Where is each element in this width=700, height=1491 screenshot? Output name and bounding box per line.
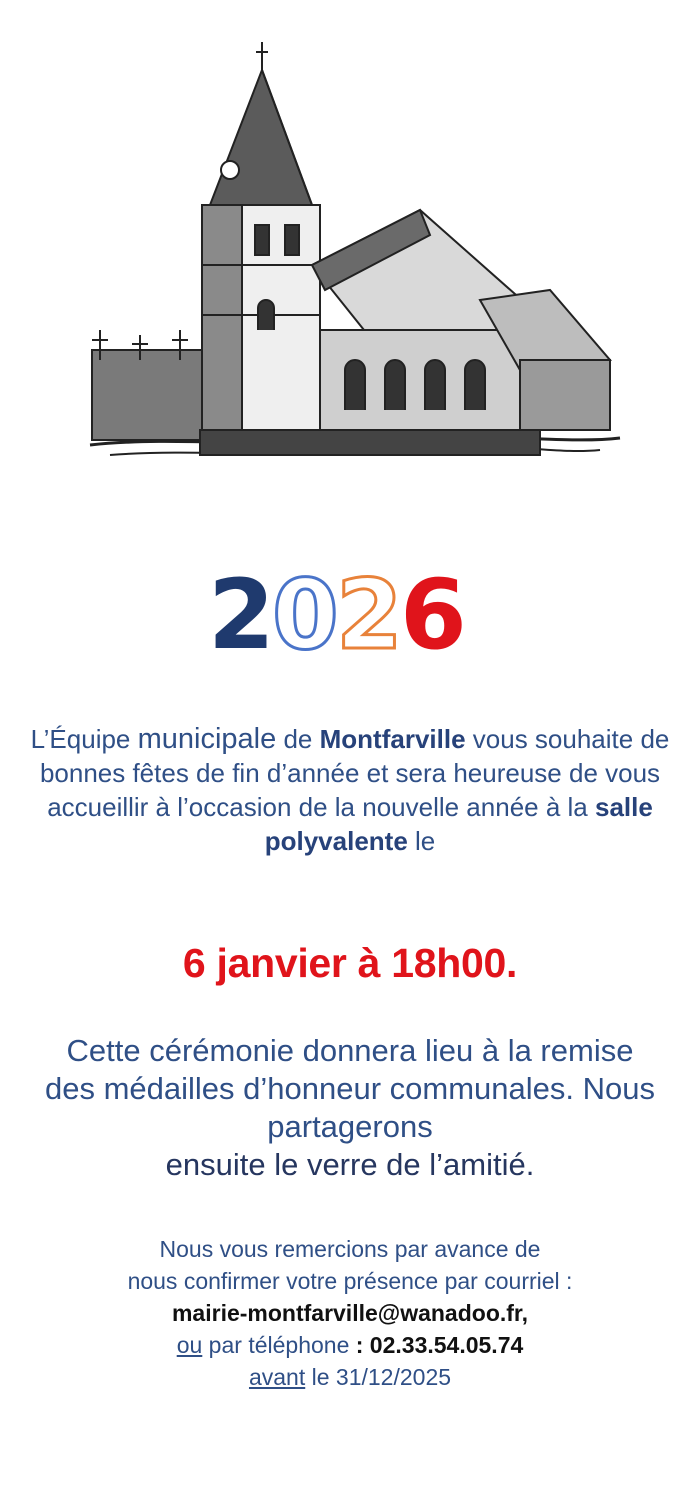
contact-email[interactable]: mairie-montfarville@wanadoo.fr, [171, 1300, 528, 1326]
rsvp-deadline-line [20, 1361, 680, 1393]
rsvp-line-1: Nous vous remercions par avance de [159, 1236, 541, 1262]
intro-municipale: municipale [137, 723, 277, 755]
ceremony-paragraph [40, 1032, 660, 1184]
rsvp-phone-label: par téléphone [202, 1332, 356, 1358]
intro-text-3: vous souhaite de bonnes fêtes de fin d’année et sera heureuse de vous accueillir à l’occasion de la nouvelle année à la [39, 724, 670, 822]
rsvp-deadline: le 31/12/2025 [305, 1364, 452, 1390]
church-illustration [80, 30, 625, 470]
intro-text-4: le [407, 826, 436, 856]
rsvp-avant: avant [248, 1364, 306, 1390]
rsvp-phone-line [20, 1329, 680, 1361]
intro-text-2: de [276, 724, 320, 754]
intro-text-1: L’Équipe [30, 724, 138, 754]
rsvp-block [20, 1233, 680, 1393]
town-name: Montfarville [319, 724, 466, 754]
contact-phone[interactable]: : 02.33.54.05.74 [355, 1332, 524, 1358]
svg-text:2: 2 [208, 559, 275, 670]
year-2026-graphic [200, 550, 500, 670]
rsvp-ou: ou [176, 1332, 203, 1358]
svg-text:2: 2 [336, 559, 403, 670]
rsvp-line-2: nous confirmer votre présence par courriel : [127, 1268, 573, 1294]
intro-paragraph [20, 722, 680, 858]
svg-text:0: 0 [272, 559, 339, 670]
year-logo [0, 550, 700, 670]
event-date: 6 janvier à 18h00. [182, 940, 518, 986]
svg-text:6: 6 [400, 559, 467, 670]
ceremony-text-2: ensuite le verre de l’amitié. [165, 1147, 535, 1182]
ceremony-text-1: Cette cérémonie donnera lieu à la remise des médailles d’honneur communales. Nous partagerons [45, 1033, 655, 1144]
venue-name: salle polyvalente [264, 792, 653, 856]
